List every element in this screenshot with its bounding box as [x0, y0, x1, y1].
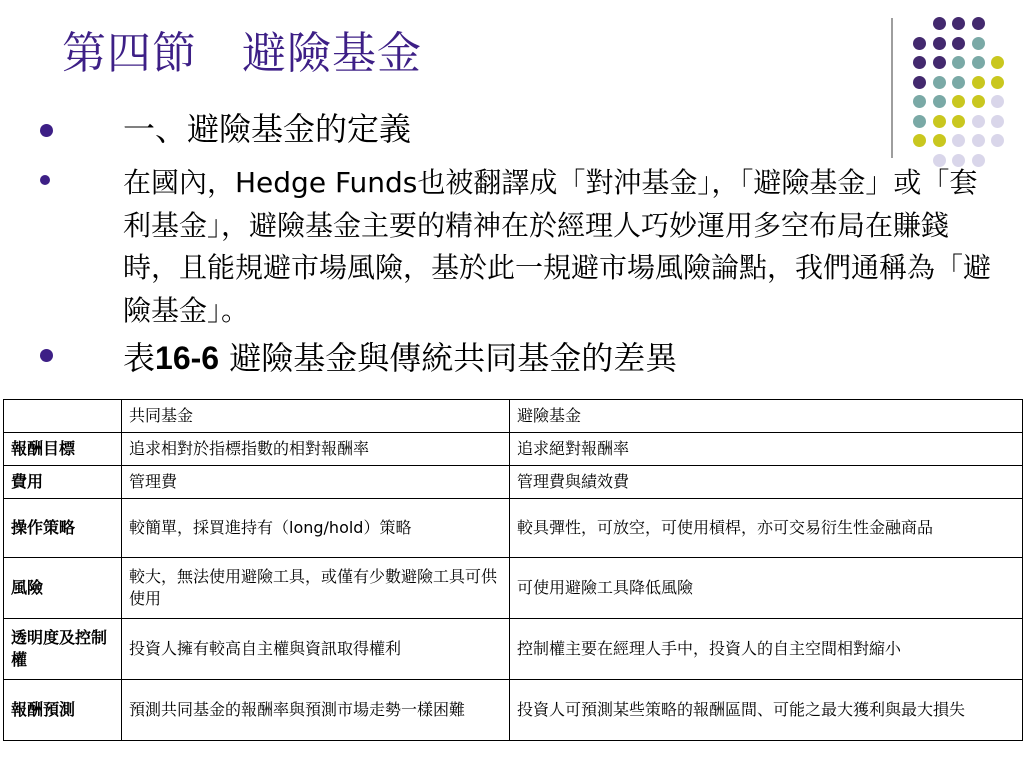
decorative-dot: [933, 134, 946, 147]
divider-line: [891, 18, 893, 158]
table-caption: [123, 333, 677, 383]
decorative-dot: [933, 17, 946, 30]
decorative-dot: [991, 134, 1004, 147]
decorative-dot: [972, 134, 985, 147]
mutual-fund-cell: 預測共同基金的報酬率與預測市場走勢一樣困難: [122, 680, 510, 741]
decorative-dot: [952, 134, 965, 147]
table-row: [4, 558, 1023, 619]
decorative-dot: [933, 56, 946, 69]
decorative-dot: [913, 115, 926, 128]
mutual-fund-cell: 追求相對於指標指數的相對報酬率: [122, 433, 510, 466]
decorative-dot: [972, 115, 985, 128]
row-label: 報酬預測: [4, 680, 122, 741]
table-caption-text: 避險基金與傳統共同基金的差異: [219, 339, 678, 377]
table-row: [4, 433, 1023, 466]
hedge-fund-cell: 較具彈性，可放空，可使用槓桿，亦可交易衍生性金融商品: [510, 499, 1023, 558]
decorative-dot: [952, 17, 965, 30]
section-heading: 一、避險基金的定義: [123, 110, 412, 148]
comparison-table: [3, 399, 1023, 741]
mutual-fund-cell: 投資人擁有較高自主權與資訊取得權利: [122, 619, 510, 680]
decorative-dot: [991, 95, 1004, 108]
decorative-dot: [972, 37, 985, 50]
definition-paragraph: 在國內，Hedge Funds也被翻譯成「對沖基金」，「避險基金」或「套利基金」，避險基金主要的精神在於經理人巧妙運用多空布局在賺錢時，且能規避市場風險，基於此一規避市場風險論點，我們通稱為「避險基金」。: [123, 166, 992, 327]
decorative-dot: [952, 76, 965, 89]
decorative-dot: [933, 37, 946, 50]
decorative-dot: [972, 17, 985, 30]
decorative-dot: [952, 115, 965, 128]
table-row: [4, 499, 1023, 558]
bullet-icon: [40, 124, 53, 137]
table-row: [4, 619, 1023, 680]
table-row: [4, 466, 1023, 499]
decorative-dot: [913, 76, 926, 89]
decorative-dot: [991, 56, 1004, 69]
decorative-dot: [952, 95, 965, 108]
hedge-fund-cell: 追求絕對報酬率: [510, 433, 1023, 466]
decorative-dot: [991, 76, 1004, 89]
row-label: 報酬目標: [4, 433, 122, 466]
table-header-row: [4, 400, 1023, 433]
table-row: [4, 680, 1023, 741]
bullet-icon: [40, 175, 50, 185]
hedge-fund-cell: 可使用避險工具降低風險: [510, 558, 1023, 619]
header-cell-empty: [4, 400, 122, 433]
hedge-fund-cell: 控制權主要在經理人手中，投資人的自主空間相對縮小: [510, 619, 1023, 680]
decorative-dot: [972, 76, 985, 89]
table-number: 16-6: [155, 340, 220, 376]
bullet-icon: [40, 349, 53, 362]
row-label: 費用: [4, 466, 122, 499]
decorative-dot: [952, 37, 965, 50]
decorative-dot: [913, 95, 926, 108]
row-label: 風險: [4, 558, 122, 619]
hedge-fund-cell: 管理費與績效費: [510, 466, 1023, 499]
table-caption-prefix: 表: [123, 339, 156, 377]
row-label: 透明度及控制權: [4, 619, 122, 680]
decorative-dot: [933, 115, 946, 128]
decorative-dot: [913, 56, 926, 69]
row-label: 操作策略: [4, 499, 122, 558]
decorative-dot: [933, 76, 946, 89]
mutual-fund-cell: 較簡單，採買進持有（long/hold）策略: [122, 499, 510, 558]
decorative-dot: [972, 56, 985, 69]
mutual-fund-cell: 管理費: [122, 466, 510, 499]
decorative-dot: [933, 95, 946, 108]
decorative-dot: [913, 134, 926, 147]
hedge-fund-cell: 投資人可預測某些策略的報酬區間、可能之最大獲利與最大損失: [510, 680, 1023, 741]
slide-title: 第四節 避險基金: [62, 28, 422, 79]
decorative-dot: [991, 115, 1004, 128]
header-cell-hedge-fund: 避險基金: [510, 400, 1023, 433]
decorative-dot: [952, 56, 965, 69]
decorative-dot: [913, 37, 926, 50]
decorative-dot: [972, 95, 985, 108]
header-cell-mutual-fund: 共同基金: [122, 400, 510, 433]
mutual-fund-cell: 較大，無法使用避險工具，或僅有少數避險工具可供使用: [122, 558, 510, 619]
